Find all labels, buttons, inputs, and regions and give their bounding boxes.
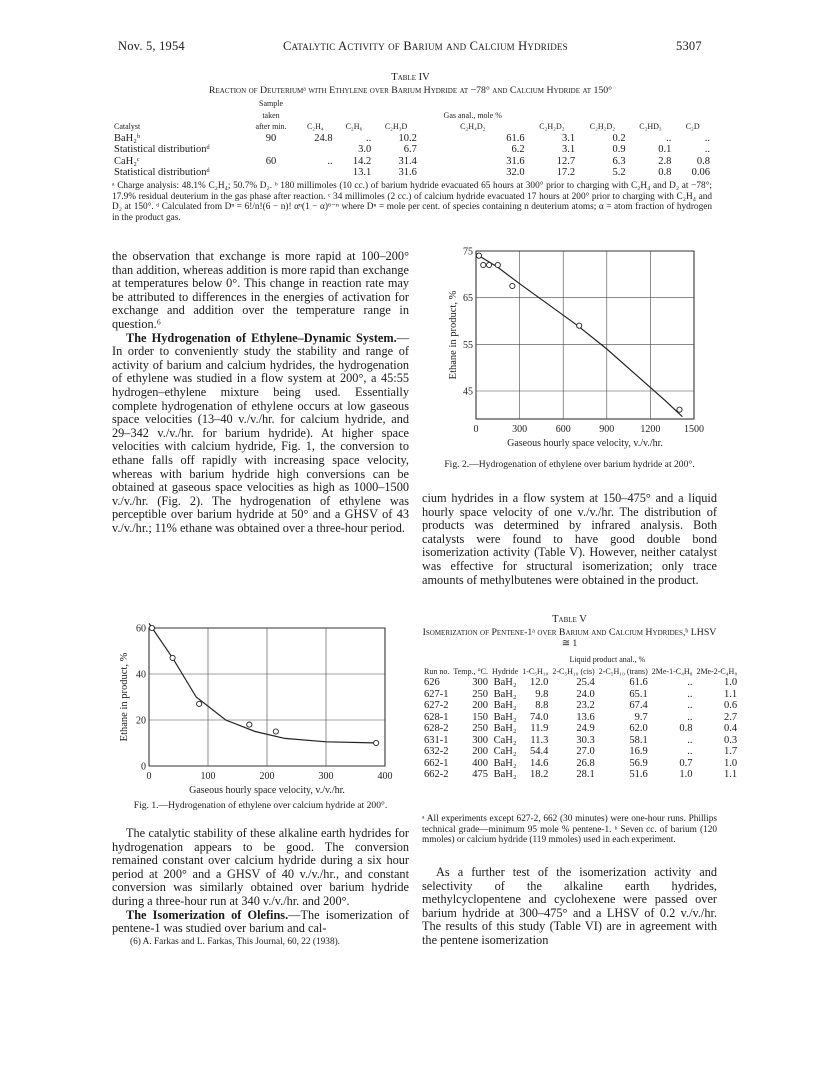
right-column-bottom bbox=[422, 866, 717, 948]
table5-row: 627-1 250 BaH₂ 9.8 24.0 65.1 .. 1.1 bbox=[424, 688, 738, 700]
footnote-6: (6) A. Farkas and L. Farkas, This Journal, 60, 22 (1938). bbox=[130, 937, 341, 947]
t4-h-gas: Gas anal., mole % bbox=[443, 110, 502, 120]
right-column-top bbox=[422, 492, 717, 587]
paragraph: As a further test of the isomerization activity and selectivity of the alkaline earth hydrides, methylcyclopentene and cyclohexene were passed over barium hydride at 300–475° and a LHSV of 0.2 v./v./hr. The results of this study (Table VI) are in agreement with the pentene isomerization bbox=[422, 865, 717, 947]
t4-h-catalyst: Catalyst bbox=[114, 122, 141, 131]
x-tick-label: 600 bbox=[555, 424, 571, 435]
x-tick-label: 1200 bbox=[640, 424, 661, 435]
y-tick-label: 55 bbox=[463, 339, 473, 351]
data-point bbox=[149, 625, 154, 630]
data-point bbox=[577, 323, 582, 328]
table4-row: Statistical distributionᵈ 3.0 6.7 6.2 3.1 0.9 0.1 .. bbox=[114, 144, 710, 155]
table5-row: 631-1 300 CaH₂ 11.3 30.3 58.1 .. 0.3 bbox=[424, 734, 738, 746]
x-tick-label: 1500 bbox=[684, 424, 704, 435]
table4-label: Table IV bbox=[391, 72, 430, 83]
section-heading: The Hydrogenation of Ethylene–Dynamic System. bbox=[126, 330, 397, 345]
data-point bbox=[510, 283, 515, 288]
data-point bbox=[481, 262, 486, 267]
x-tick-label: 0 bbox=[146, 771, 152, 782]
y-tick-label: 20 bbox=[136, 715, 146, 727]
x-axis-label: Gaseous hourly space velocity, v./v./hr. bbox=[507, 438, 663, 449]
table5-row: 662-2 475 BaH₂ 18.2 28.1 51.6 1.0 1.1 bbox=[424, 769, 738, 780]
figure-1-chart bbox=[112, 622, 409, 797]
paragraph: —The isomerization of pentene-1 was studied over barium and cal- bbox=[112, 907, 409, 936]
x-tick-label: 200 bbox=[259, 771, 275, 782]
data-point bbox=[677, 407, 682, 412]
table4: Catalyst Sample taken after min. C₂H₄ C₂H₆ C₂H₃D Gas anal., mole % C₂H₄D₂ C₂H₂D₂ C₂H₂D₂ C₂HD₃ C₂D BaH₂ᵇ 90 24.8 .. 10.2 61.6 3.1 0.2 .. .. Statistical distributionᵈ 3.0 6.7 6.2 3.1 0.9 0.1 .. CaH₂ᶜ 60 .. 14.2 31.4 31.6 12.7 6.3 2.8 0.8 Statistical distributionᵈ 13.1 31.6 32.0 17.2 5.2 0.8 0.06 bbox=[114, 99, 710, 178]
y-tick-label: 40 bbox=[136, 669, 146, 681]
data-point bbox=[374, 740, 379, 745]
figure-2-caption: Fig. 2.—Hydrogenation of ethylene over barium hydride at 200°. bbox=[444, 459, 695, 470]
x-tick-label: 0 bbox=[473, 424, 479, 435]
table5-row: 662-1 400 BaH₂ 14.6 26.8 56.9 0.7 1.0 bbox=[424, 757, 738, 769]
y-tick-label: 60 bbox=[136, 623, 146, 635]
section-heading: The Isomerization of Olefins. bbox=[126, 907, 289, 922]
x-tick-label: 900 bbox=[599, 424, 615, 435]
left-column-bottom bbox=[112, 827, 409, 936]
data-point bbox=[247, 722, 252, 727]
page-number: 5307 bbox=[676, 39, 702, 53]
table4-title: Reaction of Deuteriumᵃ with Ethylene over Barium Hydride at −78° and Calcium Hydride at 150° bbox=[208, 85, 613, 96]
y-tick-label: 75 bbox=[463, 247, 473, 258]
table5-label: Table V bbox=[552, 614, 587, 625]
y-axis-label: Ethane in product, % bbox=[119, 652, 130, 742]
figure-1-caption: Fig. 1.—Hydrogenation of ethylene over calcium hydride at 200°. bbox=[133, 800, 388, 811]
x-tick-label: 300 bbox=[512, 424, 528, 435]
data-point bbox=[486, 262, 491, 267]
paragraph: the observation that exchange is more rapid at 100–200° than addition, whereas addition is more rapid than exchange at temperatures below 0°. This change in reaction rate may be attributed to differences in the energies of activation for exchange and addition over the temperature range in question.⁶ bbox=[112, 249, 409, 331]
table5-row: 627-2 200 BaH₂ 8.8 23.2 67.4 .. 0.6 bbox=[424, 700, 738, 711]
data-point bbox=[197, 701, 202, 706]
t4-h-sample: Sample taken after min. bbox=[255, 99, 287, 131]
y-tick-label: 45 bbox=[463, 386, 473, 398]
figure-2-chart bbox=[420, 247, 720, 457]
x-tick-label: 300 bbox=[318, 771, 334, 782]
table5-row: 632-2 200 CaH₂ 54.4 27.0 16.9 .. 1.7 bbox=[424, 746, 738, 757]
y-tick-label: 65 bbox=[463, 293, 473, 305]
data-point bbox=[273, 729, 278, 734]
table4-row: BaH₂ᵇ 90 24.8 .. 10.2 61.6 3.1 0.2 .. .. bbox=[114, 132, 710, 144]
data-point bbox=[476, 253, 481, 258]
data-point bbox=[495, 262, 500, 267]
fitted-curve bbox=[479, 256, 683, 417]
x-axis-label: Gaseous hourly space velocity, v./v./hr. bbox=[189, 785, 345, 796]
y-axis-label: Ethane in product, % bbox=[448, 290, 459, 380]
paragraph: —In order to conveniently study the stability and range of activity of barium and calcium hydrides, the hydrogenation of ethylene was studied in a flow system at 200°, a 45:55 hydrogen–ethylene mixture being used. Essentially complete hydrogenation of ethylene occurs at low gaseous space velocities (13–40 v./v./hr. for calcium hydride, and 29–342 v./v./hr. for barium hydride). At higher space velocities with calcium hydride, Fig. 1, the conversion to ethane falls off rapidly with increasing space velocity, whereas with barium hydride high conversions can be obtained at gaseous space velocities as high as 1000–1500 v./v./hr. (Fig. 2). The hydrogenation of ethylene was perceptible over barium hydride at 50° and a GHSV of 43 v./v./hr.; 11% ethane was obtained over a three-hour period. bbox=[112, 330, 409, 535]
x-tick-label: 100 bbox=[200, 771, 216, 782]
paragraph: The catalytic stability of these alkaline earth hydrides for hydrogenation appears to be good. The conversion remained constant over calcium hydride during a six hour period at 200° and a GHSV of 40 v./v./hr., and constant conversion was similarly obtained over barium hydride during a three-hour run at 340 v./v./hr. and 200°. bbox=[112, 826, 409, 908]
paragraph: cium hydrides in a flow system at 150–475° and a liquid hourly space velocity of one v./v./hr. The distribution of products was determined by infrared analysis. Both catalysts were found to have good double bond isomerization activity (Table V). However, neither catalyst was effective for structural isomerization; only trace amounts of methylbutenes were obtained in the product. bbox=[422, 491, 717, 587]
table5-footnotes: ᵃ All experiments except 627-2, 662 (30 minutes) were one-hour runs. Phillips technical grade—minimum 95 mole % pentene-1. ᵇ Seven cc. of barium (120 mmoles) or calcium hydride (119 mmoles) used in each experiment. bbox=[422, 814, 717, 846]
table4-row: Statistical distributionᵈ 13.1 31.6 32.0 17.2 5.2 0.8 0.06 bbox=[114, 167, 710, 178]
table5-row: 628-2 250 BaH₂ 11.9 24.9 62.0 0.8 0.4 bbox=[424, 723, 738, 734]
x-tick-label: 400 bbox=[377, 771, 393, 782]
table4-row: CaH₂ᶜ 60 .. 14.2 31.4 31.6 12.7 6.3 2.8 0.8 bbox=[114, 155, 710, 167]
table5: Liquid product anal., % Run no. Temp., °C. Hydride 1-C₅H₁₀ 2-C₅H₁₀ (cis) 2-C₅H₁₀ (trans) 2Me-1-C₄H₈ 2Me-2-C₄H₈ 626 300 BaH₂ 12.0 25.4 61.6 .. 1.0 627-1 250 BaH₂ 9.8 24.0 65.1 .. 1.1 627-2 200 BaH₂ 8.8 23.2 67.4 .. 0.6 628-1 150 BaH₂ 74.0 13.6 9.7 .. 2.7 628-2 250 BaH₂ 11.9 24.9 62.0 0.8 0.4 631-1 300 CaH₂ 11.3 30.3 58.1 .. 0.3 632-2 200 CaH₂ 54.4 27.0 16.9 .. 1.7 662-1 400 BaH₂ 14.6 26.8 56.9 0.7 1.0 662-2 475 BaH₂ 18.2 28.1 51.6 1.0 1.1 bbox=[424, 655, 738, 780]
table5-row: 628-1 150 BaH₂ 74.0 13.6 9.7 .. 2.7 bbox=[424, 711, 738, 723]
table4-footnotes: ᵃ Charge analysis: 48.1% C₂H₄; 50.7% D₂. ᵇ 180 millimoles (10 cc.) of barium hydride evacuated 65 hours at 300° prior to charging with C₂H₄ and D₂ at −78°; 17.9% residual deuterium in the gas phase after reaction. ᶜ 34 millimoles (2 cc.) of calcium hydride evacuated 17 hours at 200° prior to charging with C₂H₄ and D₂ at 150°. ᵈ Calculated from Dⁿ = 6!/n!(6 − n)! αⁿ(1 − α)⁶⁻ⁿ where Dⁿ = mole per cent. of species containing n deuterium atoms; α = atom fraction of hydrogen in the product gas. bbox=[112, 181, 712, 223]
table5-title: Isomerization of Pentene-1ᵃ over Barium and Calcium Hydrides,ᵇ LHSV ≅ 1 bbox=[422, 627, 717, 649]
header-date: Nov. 5, 1954 bbox=[118, 39, 185, 53]
data-point bbox=[170, 655, 175, 660]
left-column-top bbox=[112, 250, 409, 535]
table5-row: 626 300 BaH₂ 12.0 25.4 61.6 .. 1.0 bbox=[424, 677, 738, 688]
fitted-curve bbox=[149, 623, 379, 743]
t5-group-head: Liquid product anal., % bbox=[569, 655, 646, 664]
running-title: Catalytic Activity of Barium and Calcium Hydrides bbox=[283, 39, 568, 53]
y-tick-label: 0 bbox=[141, 761, 146, 773]
